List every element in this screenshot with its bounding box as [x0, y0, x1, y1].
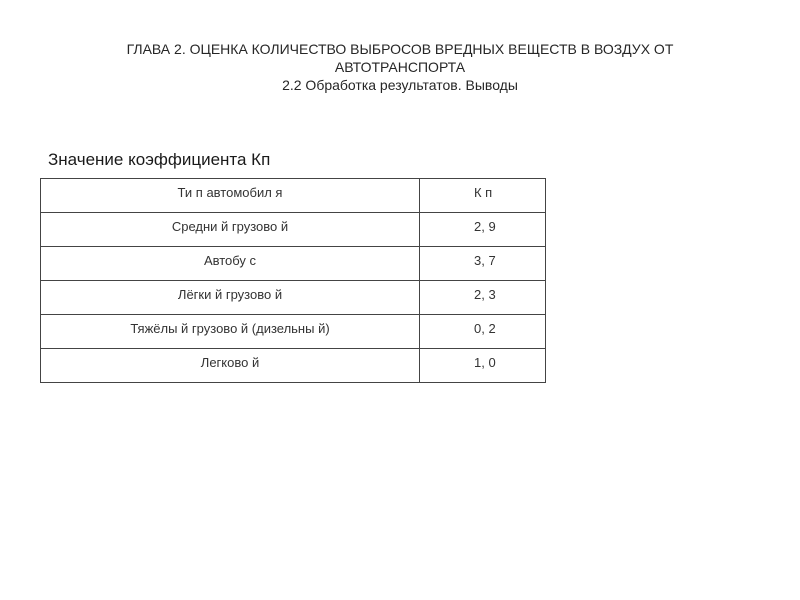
table-row	[41, 247, 546, 281]
section-subtitle: 2.2 Обработка результатов. Выводы	[282, 77, 518, 93]
vehicle-type-cell: Легково й	[41, 349, 420, 383]
vehicle-type-cell: Средни й грузово й	[41, 213, 420, 247]
kp-value-cell: 2, 3	[420, 281, 546, 315]
kp-value-cell: 0, 2	[420, 315, 546, 349]
table-row	[41, 349, 546, 383]
table-caption: Значение коэффициента Кп	[48, 150, 271, 169]
table-row	[41, 281, 546, 315]
table-row	[41, 213, 546, 247]
vehicle-type-cell: Тяжёлы й грузово й (дизельны й)	[41, 315, 420, 349]
table-header-row	[41, 179, 546, 213]
vehicle-type-cell: Лёгки й грузово й	[41, 281, 420, 315]
chapter-title: ГЛАВА 2. ОЦЕНКА КОЛИЧЕСТВО ВЫБРОСОВ ВРЕДНЫХ ВЕЩЕСТВ В ВОЗДУХ ОТ АВТОТРАНСПОРТА	[126, 41, 674, 75]
page-header	[60, 40, 740, 94]
table-row	[41, 315, 546, 349]
column-header-kp: К п	[420, 179, 546, 213]
kp-value-cell: 2, 9	[420, 213, 546, 247]
kp-value-cell: 3, 7	[420, 247, 546, 281]
column-header-vehicle-type: Ти п автомобил я	[41, 179, 420, 213]
coefficient-table	[40, 178, 546, 383]
kp-value-cell: 1, 0	[420, 349, 546, 383]
vehicle-type-cell: Автобу с	[41, 247, 420, 281]
